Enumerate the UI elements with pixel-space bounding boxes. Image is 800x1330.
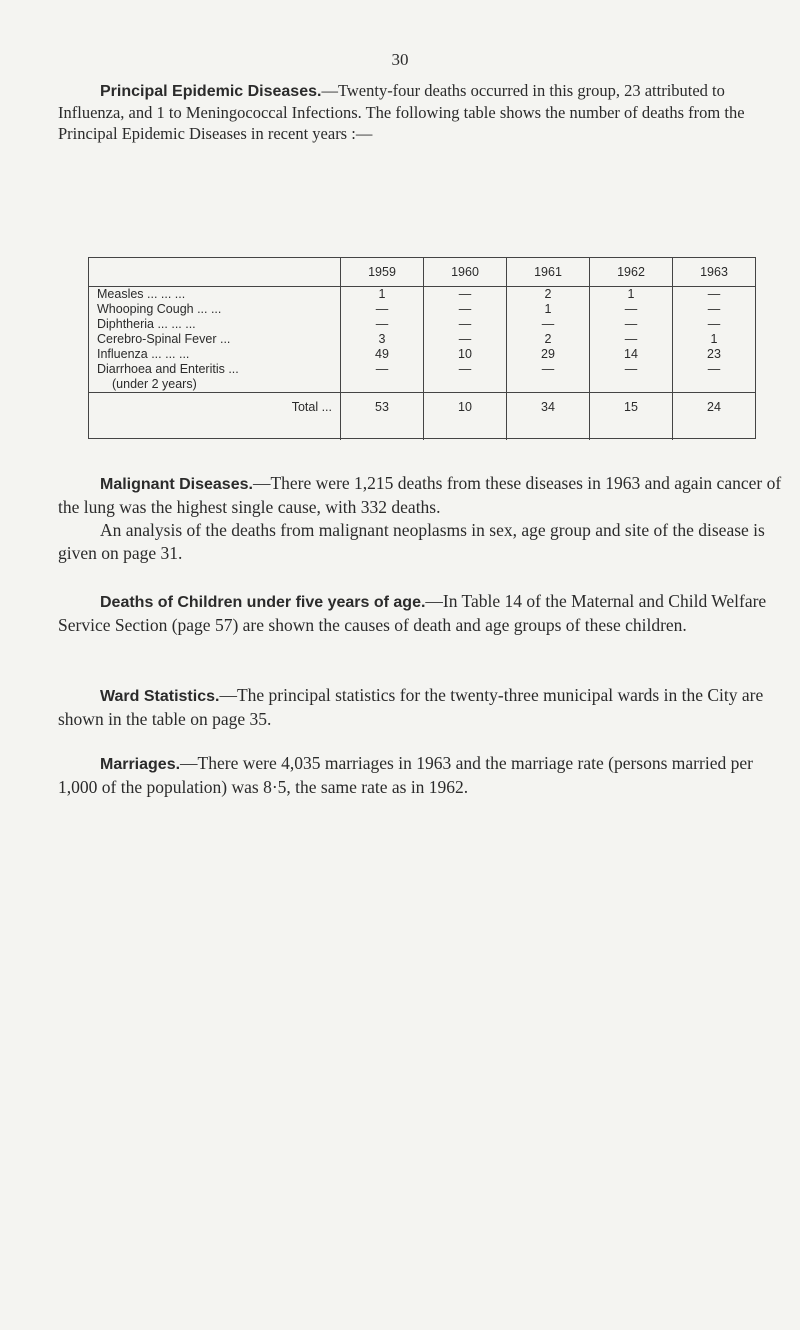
table-cell: — (341, 317, 424, 332)
disease-label: Whooping Cough ... ... (97, 302, 222, 316)
total-cell: 34 (507, 393, 590, 441)
malignant-paragraph (58, 472, 790, 565)
table-cell: 2 (507, 332, 590, 347)
table-header-blank (89, 258, 341, 287)
table-cell: — (590, 362, 673, 393)
children-paragraph (58, 590, 790, 637)
table-cell: 29 (507, 347, 590, 362)
year-header: 1960 (424, 258, 507, 287)
intro-text: —Twenty-four deaths occurred in this group, 23 attributed to Influenza, and 1 to Meningococcal Infections. The following table shows the number of deaths from the Principal Epidemic Diseases in recent years :— (58, 81, 745, 143)
table-row (89, 347, 755, 362)
table-cell: — (673, 317, 756, 332)
children-text: —In Table 14 of the Maternal and Child Welfare Service Section (page 57) are shown the causes of death and age groups of these children. (58, 591, 767, 635)
table-cell: 14 (590, 347, 673, 362)
table-cell: 2 (507, 287, 590, 303)
table-cell: — (341, 362, 424, 393)
total-cell: 24 (673, 393, 756, 441)
table-cell: 1 (673, 332, 756, 347)
disease-label: Diphtheria ... ... ... (97, 317, 196, 331)
malignant-heading: Malignant Diseases. (100, 476, 253, 493)
disease-label: Measles ... ... ... (97, 287, 186, 301)
table-cell: — (424, 287, 507, 303)
table-cell: — (590, 332, 673, 347)
disease-label-line2: (under 2 years) (112, 377, 197, 391)
table-cell: — (424, 362, 507, 393)
disease-label: Cerebro-Spinal Fever ... (97, 332, 231, 346)
disease-label-line1: Diarrhoea and Enteritis ... (97, 362, 239, 376)
epidemic-deaths-table (88, 257, 756, 439)
table-cell: — (424, 317, 507, 332)
table-cell: — (507, 317, 590, 332)
total-cell: 10 (424, 393, 507, 441)
year-header: 1962 (590, 258, 673, 287)
table-row (89, 317, 755, 332)
intro-heading: Principal Epidemic Diseases. (100, 83, 322, 100)
total-label: Total ... (89, 393, 341, 441)
table-cell: 1 (590, 287, 673, 303)
table-cell: 1 (341, 287, 424, 303)
ward-paragraph (58, 684, 790, 731)
table-cell: — (507, 362, 590, 393)
table-cell: — (673, 362, 756, 393)
table-header-row (89, 258, 755, 287)
year-header: 1961 (507, 258, 590, 287)
year-header: 1963 (673, 258, 756, 287)
table-cell: 23 (673, 347, 756, 362)
marriages-paragraph (58, 752, 790, 799)
marriages-heading: Marriages. (100, 756, 181, 773)
table-row (89, 362, 755, 393)
disease-label: Influenza ... ... ... (97, 347, 190, 361)
intro-paragraph (58, 80, 790, 144)
table-cell: — (590, 302, 673, 317)
table-cell: — (673, 287, 756, 303)
year-header: 1959 (341, 258, 424, 287)
table-cell: — (673, 302, 756, 317)
table-cell: 1 (507, 302, 590, 317)
total-cell: 53 (341, 393, 424, 441)
table-cell: 49 (341, 347, 424, 362)
marriages-text: —There were 4,035 marriages in 1963 and the marriage rate (persons married per 1,000 of the population) was 8·5, the same rate as in 1962. (58, 753, 753, 797)
table-cell: — (341, 302, 424, 317)
total-cell: 15 (590, 393, 673, 441)
total-row (89, 393, 755, 441)
table-row (89, 332, 755, 347)
table-cell: — (424, 332, 507, 347)
children-heading: Deaths of Children under five years of age. (100, 594, 426, 611)
table-cell: 10 (424, 347, 507, 362)
disease-label (89, 362, 341, 393)
table-cell: — (590, 317, 673, 332)
table-row (89, 302, 755, 317)
malignant-text-2: An analysis of the deaths from malignant neoplasms in sex, age group and site of the disease is given on page 31. (58, 520, 765, 563)
table-cell: 3 (341, 332, 424, 347)
table-row (89, 287, 755, 303)
malignant-text: —There were 1,215 deaths from these diseases in 1963 and again cancer of the lung was the highest single cause, with 332 deaths. (58, 473, 782, 517)
ward-text: —The principal statistics for the twenty-three municipal wards in the City are shown in the table on page 35. (58, 685, 764, 729)
ward-heading: Ward Statistics. (100, 688, 220, 705)
page-number: 30 (391, 50, 409, 69)
table-cell: — (424, 302, 507, 317)
